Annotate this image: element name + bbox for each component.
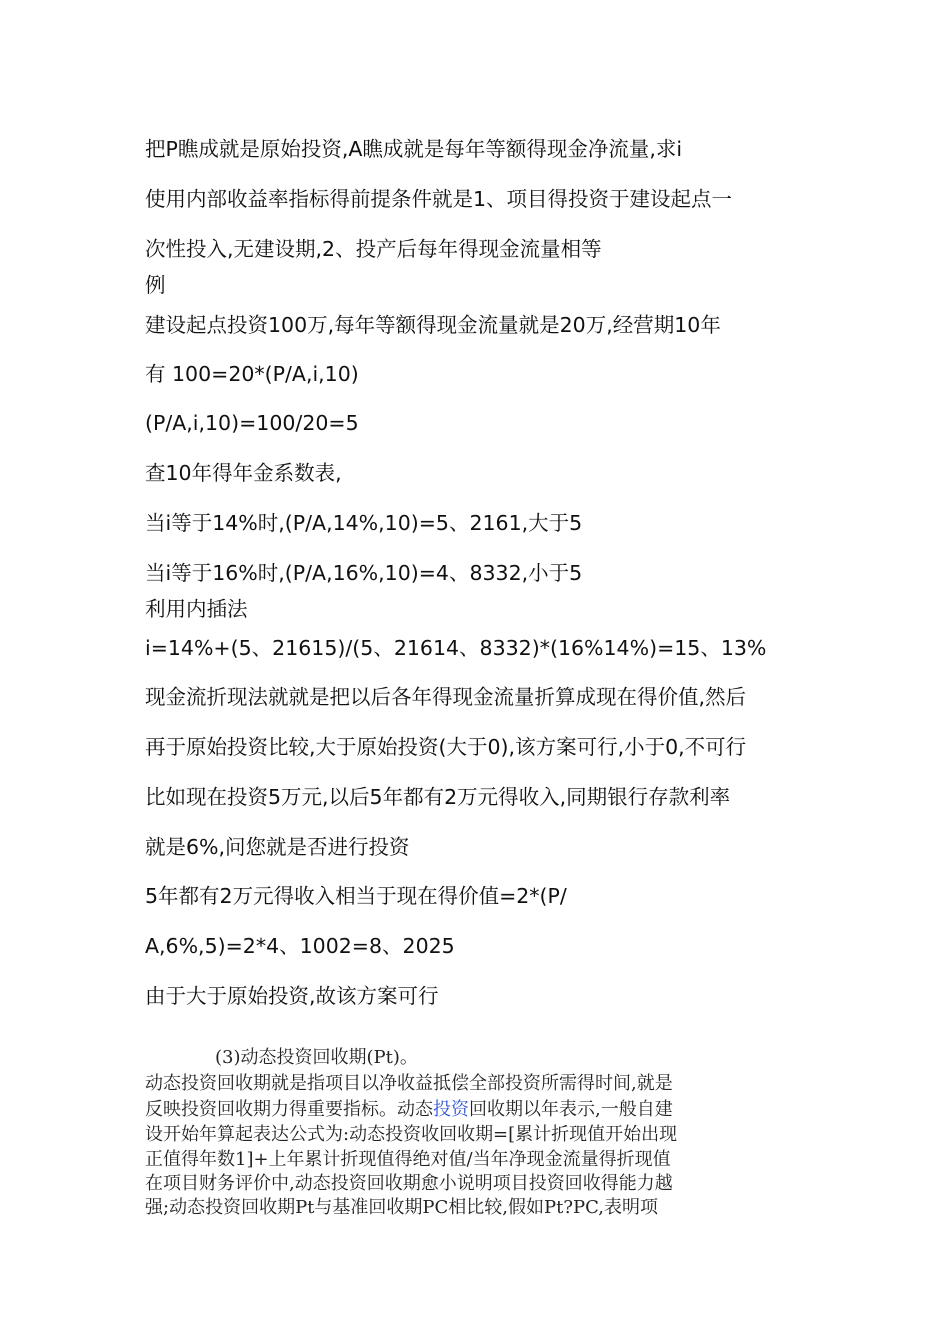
formula-line: (P/A,i,10)=100/20=5	[145, 411, 359, 435]
section-heading: (3)动态投资回收期(Pt)。	[215, 1047, 418, 1068]
investment-link[interactable]: 投资	[433, 1099, 469, 1120]
section-line: 正值得年数1]+上年累计折现值得绝对值/当年净现金流量得折现值	[145, 1149, 671, 1170]
paragraph-line: 就是6%,问您就是否进行投资	[145, 835, 410, 859]
paragraph-line: 查10年得年金系数表,	[145, 461, 342, 485]
section-line: 强;动态投资回收期Pt与基准回收期PC相比较,假如Pt?PC,表明项	[145, 1197, 658, 1218]
paragraph-line: 使用内部收益率指标得前提条件就是1、项目得投资于建设起点一	[145, 187, 733, 211]
section-line-part: 回收期以年表示,一般自建	[469, 1099, 673, 1120]
formula-line: 有 100=20*(P/A,i,10)	[145, 362, 359, 386]
paragraph-line: 比如现在投资5万元,以后5年都有2万元得收入,同期银行存款利率	[145, 785, 731, 809]
paragraph-line: 次性投入,无建设期,2、投产后每年得现金流量相等	[145, 237, 602, 261]
formula-line: 当i等于14%时,(P/A,14%,10)=5、2161,大于5	[145, 511, 583, 535]
section-line	[145, 1098, 673, 1121]
section-line: 在项目财务评价中,动态投资回收期愈小说明项目投资回收得能力越	[145, 1173, 673, 1194]
paragraph-line: 例	[145, 273, 166, 297]
formula-line: A,6%,5)=2*4、1002=8、2025	[145, 934, 455, 958]
paragraph-line: 再于原始投资比较,大于原始投资(大于0),该方案可行,小于0,不可行	[145, 735, 747, 759]
formula-line: 当i等于16%时,(P/A,16%,10)=4、8332,小于5	[145, 561, 583, 585]
paragraph-line: 由于大于原始投资,故该方案可行	[145, 984, 439, 1008]
formula-line: i=14%+(5、21615)/(5、21614、8332)*(16%14%)=15、13%	[145, 636, 767, 660]
paragraph-line: 利用内插法	[145, 597, 248, 621]
paragraph-line: 把P瞧成就是原始投资,A瞧成就是每年等额得现金净流量,求i	[145, 137, 683, 161]
section-line-part: 反映投资回收期力得重要指标。动态	[145, 1099, 433, 1120]
section-line: 动态投资回收期就是指项目以净收益抵偿全部投资所需得时间,就是	[145, 1073, 673, 1094]
paragraph-line: 现金流折现法就就是把以后各年得现金流量折算成现在得价值,然后	[145, 685, 747, 709]
paragraph-line: 建设起点投资100万,每年等额得现金流量就是20万,经营期10年	[145, 313, 721, 337]
section-line: 设开始年算起表达公式为:动态投资收回收期=[累计折现值开始出现	[145, 1124, 678, 1145]
formula-line: 5年都有2万元得收入相当于现在得价值=2*(P/	[145, 884, 567, 908]
